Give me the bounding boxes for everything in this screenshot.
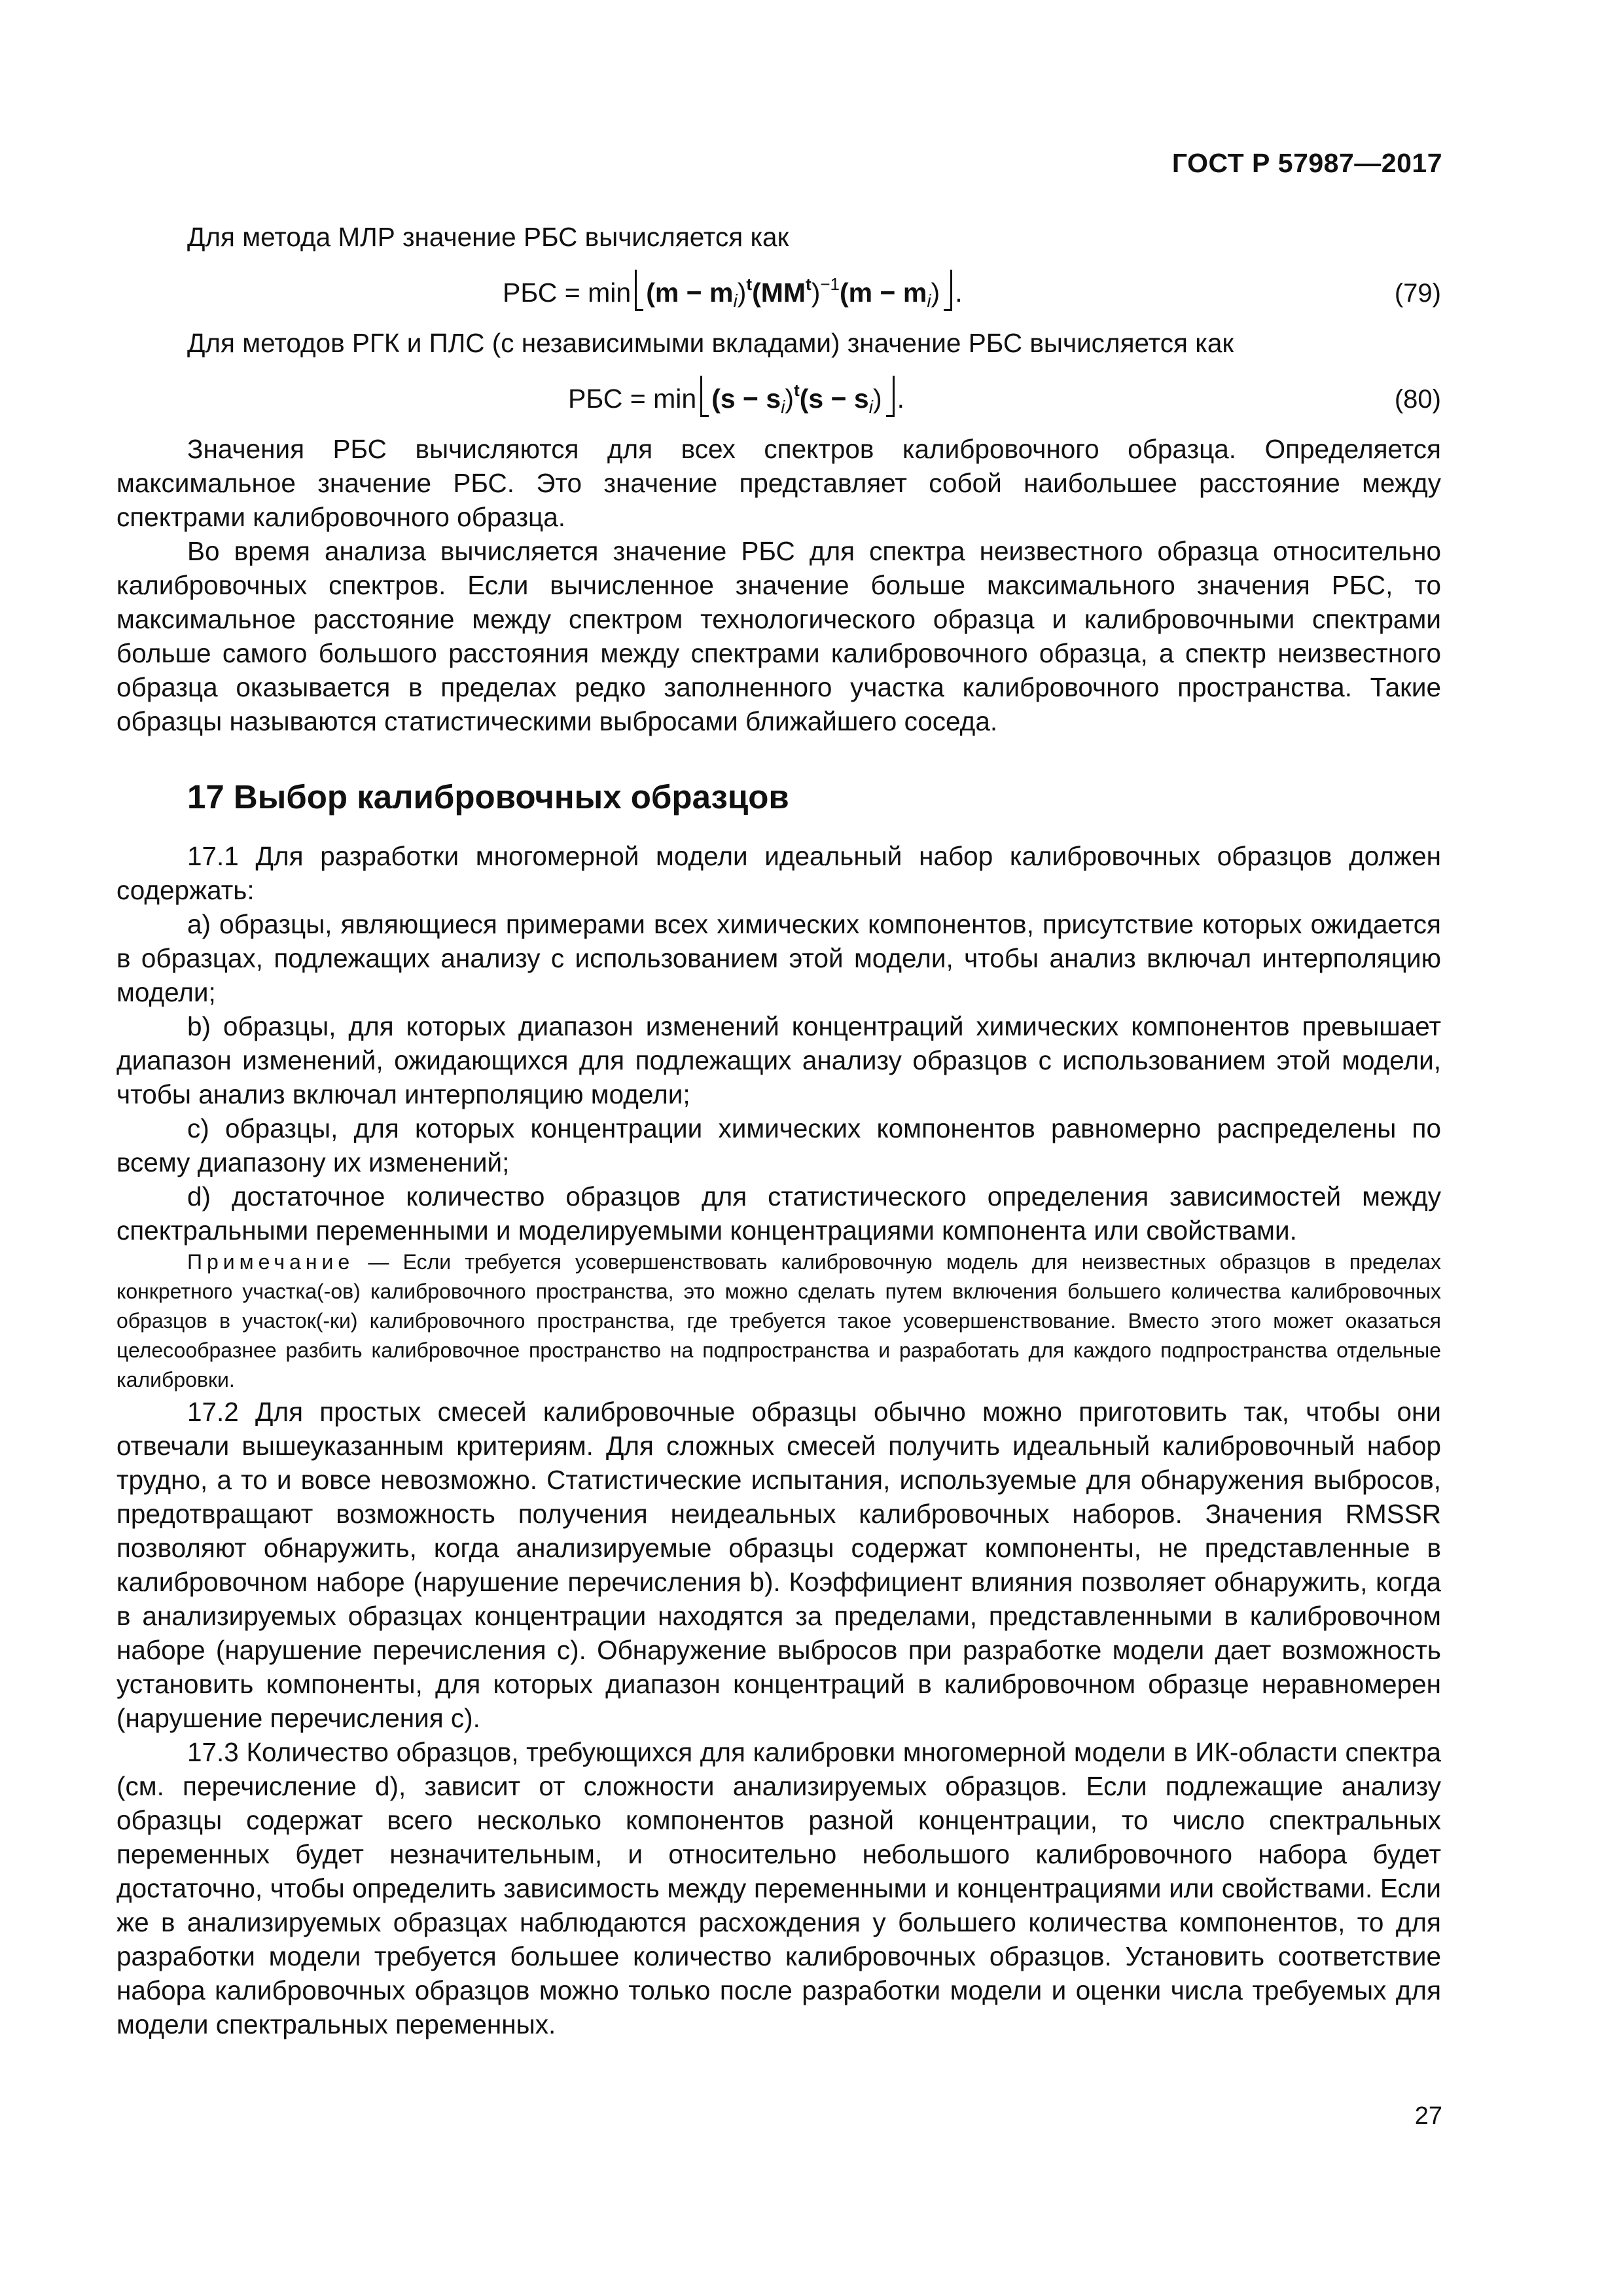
paragraph-max-rbs: Значения РБС вычисляются для всех спектров калибровочного образца. Определяется максимальное значение РБС. Это значение представляет собой наибольшее расстояние между спектрами калибровочного образца. [116, 434, 1441, 532]
note-label: Примечание [187, 1250, 355, 1274]
formula-80-number: (80) [1394, 385, 1441, 414]
intro-pca: Для методов РГК и ПЛС (с независимыми вкладами) значение РБС вычисляется как [187, 328, 1234, 358]
note-text: — Если требуется усовершенствовать калибровочную модель для неизвестных образцов в пределах конкретного участка(-ов) калибровочного пространства, это можно сделать путем включения большего количества калибровочных образцов в участок(-ки) калибровочного пространства, где требуется такое усовершенствование. Вместо этого может оказаться целесообразнее разбить калибровочное пространство на подпространства и разработать для каждого подпространства отдельные калибровки. [116, 1250, 1441, 1391]
floor-right-bracket [886, 376, 895, 417]
document-body [116, 220, 1441, 2041]
list-item-b: b) образцы, для которых диапазон изменений концентраций химических компонентов превышает диапазон изменений, ожидающихся для подлежащих анализу образцов с использованием этой модели, чтобы анализ включал интерполяцию модели; [116, 1011, 1441, 1109]
formula-79-expression: РБС = $\min (m - m_i)^t(MM^t)^{-1}(m - m_i)$ . [503, 270, 963, 311]
formula-80 [116, 364, 1441, 427]
list-item-c: c) образцы, для которых концентрации химических компонентов равномерно распределены по всему диапазону их изменений; [116, 1113, 1441, 1177]
page-number: 27 [1414, 2102, 1442, 2130]
paragraph-17-1: 17.1 Для разработки многомерной модели идеальный набор калибровочных образцов должен содержать: [116, 841, 1441, 905]
floor-left-bracket [700, 376, 709, 417]
formula-79 [116, 258, 1441, 321]
formula-79-number: (79) [1394, 279, 1441, 308]
intro-mlr: Для метода МЛР значение РБС вычисляется как [187, 222, 789, 252]
formula-80-expression: РБС = $\min (s - s_i)^t(s - s_i)$ . [568, 376, 904, 417]
floor-left-bracket [635, 270, 643, 311]
list-item-d: d) достаточное количество образцов для статистического определения зависимостей между спектральными переменными и моделируемыми концентрациями компонента или свойствами. [116, 1181, 1441, 1246]
paragraph-17-2: 17.2 Для простых смесей калибровочные образцы обычно можно приготовить так, чтобы они отвечали вышеуказанным критериям. Для сложных смесей получить идеальный калибровочный набор трудно, а то и вовсе невозможно. Статистические испытания, используемые для обнаружения выбросов, предотвращают возможность получения неидеальных калибровочных наборов. Значения RMSSR позволяют обнаружить, когда анализируемые образцы содержат компоненты, не представленные в калибровочном наборе (нарушение перечисления b). Коэффициент влияния позволяет обнаружить, когда в анализируемых образцах концентрации находятся за пределами, представленными в калибровочном наборе (нарушение перечисления c). Обнаружение выбросов при разработке модели дает возможность установить компоненты, для которых диапазон концентраций в калибровочном образце неравномерен (нарушение перечисления c). [116, 1397, 1441, 1733]
floor-right-bracket [944, 270, 952, 311]
paragraph-nearest-neighbor: Во время анализа вычисляется значение РБС для спектра неизвестного образца относительно калибровочных спектров. Если вычисленное значение больше максимального значения РБС, то максимальное расстояние между спектром технологического образца и калибровочными спектрами больше самого большого расстояния между спектрами калибровочного образца, а спектр неизвестного образца оказывается в пределах редко заполненного участка калибровочного пространства. Такие образцы называются статистическими выбросами ближайшего соседа. [116, 536, 1441, 736]
note-block [116, 1247, 1441, 1395]
list-item-a: a) образцы, являющиеся примерами всех химических компонентов, присутствие которых ожидается в образцах, подлежащих анализу с использованием этой модели, чтобы анализ включал интерполяцию модели; [116, 909, 1441, 1007]
section-heading-17: 17 Выбор калибровочных образцов [187, 778, 789, 816]
paragraph-17-3: 17.3 Количество образцов, требующихся для калибровки многомерной модели в ИК-области спектра (см. перечисление d), зависит от сложности анализируемых образцов. Если подлежащие анализу образцы содержат всего несколько компонентов разной концентрации, то число спектральных переменных будет незначительным, и относительно небольшого калибровочного набора будет достаточно, чтобы определить зависимость между переменными и концентрациями или свойствами. Если же в анализируемых образцах наблюдаются расхождения у большего количества компонентов, то для разработки модели требуется большее количество калибровочных образцов. Установить соответствие набора калибровочных образцов можно только после разработки модели и оценки числа требуемых для модели спектральных переменных. [116, 1737, 1441, 2039]
document-header: ГОСТ Р 57987—2017 [1171, 148, 1442, 178]
